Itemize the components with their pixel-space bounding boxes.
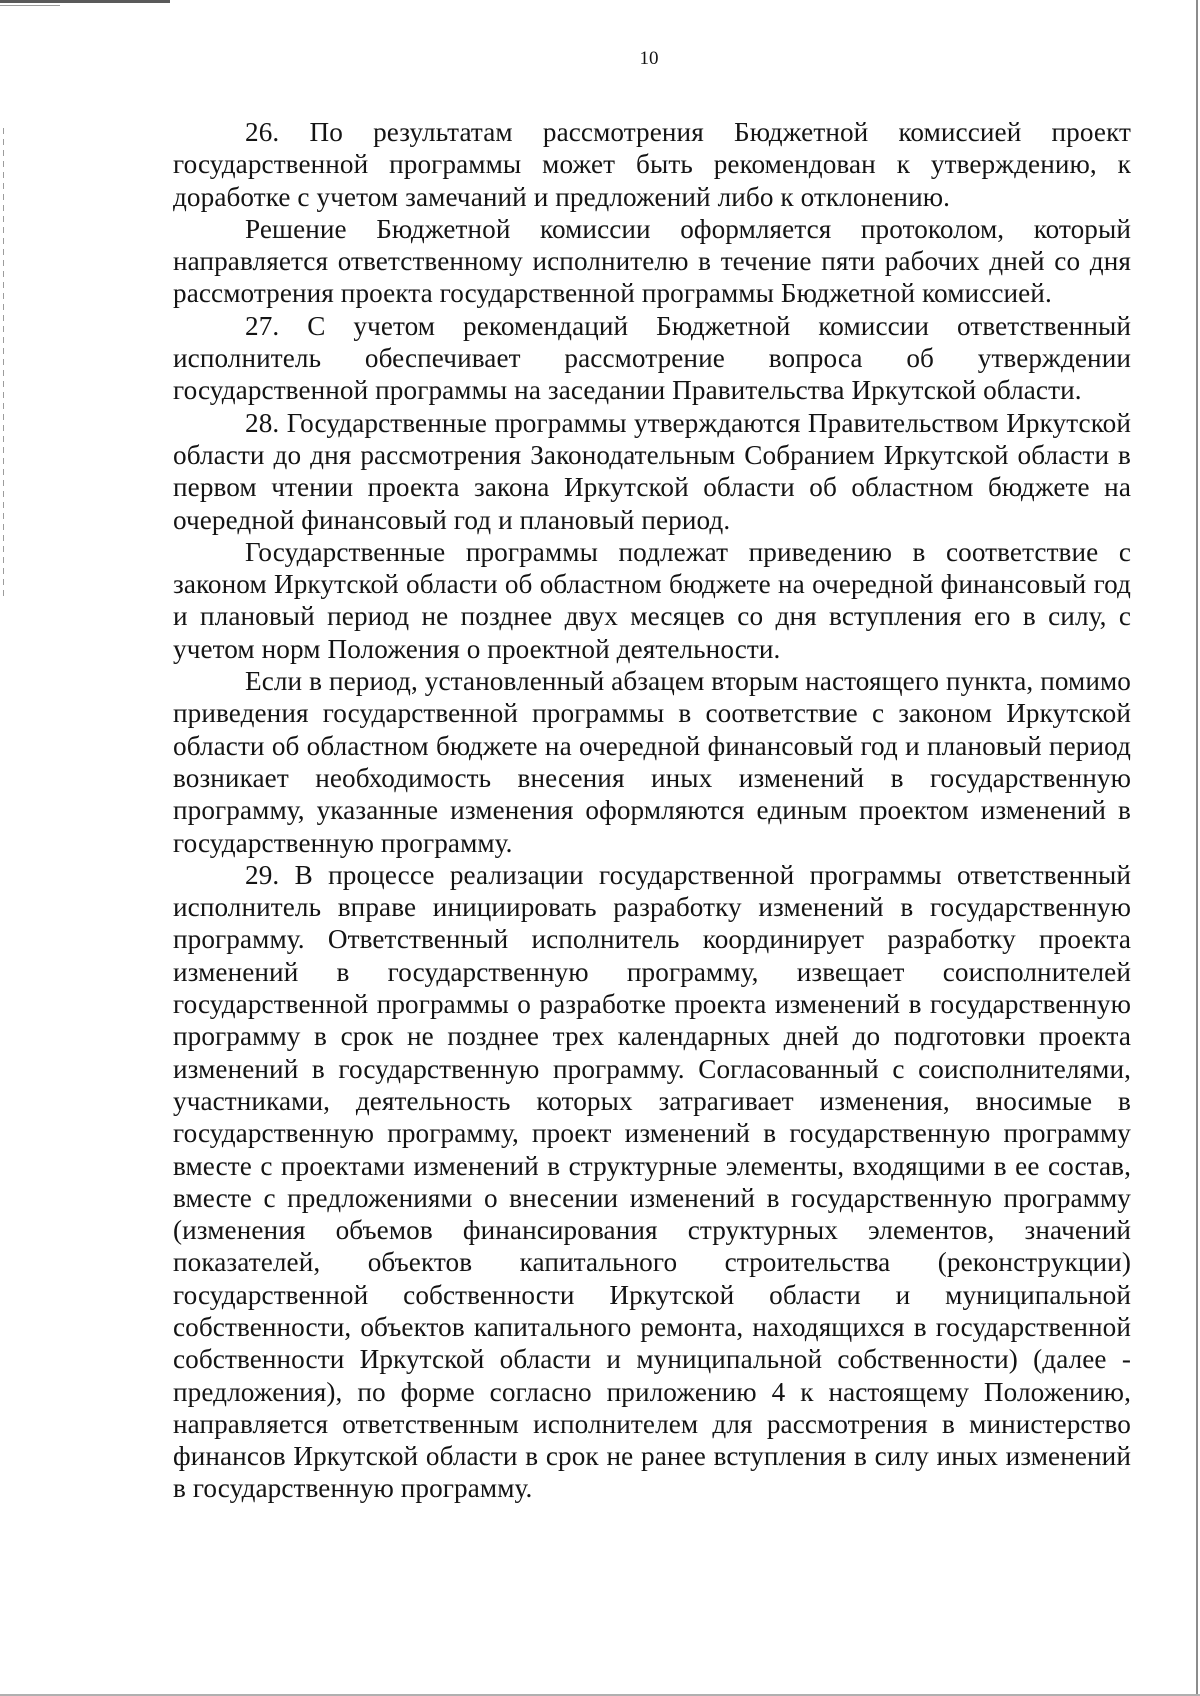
- paragraph-27: 27. С учетом рекомендаций Бюджетной комиссии ответственный исполнитель обеспечивает рассмотрение вопроса об утверждении государственной программы на заседании Правительства Иркутской области.: [173, 310, 1131, 406]
- paragraph-26-decision: Решение Бюджетной комиссии оформляется протоколом, который направляется ответственному исполнителю в течение пяти рабочих дней со дня рассмотрения проекта государственной программы Бюджетной комиссией.: [173, 213, 1131, 309]
- paragraph-28-other-changes: Если в период, установленный абзацем вторым настоящего пункта, помимо приведения государственной программы в соответствие с законом Иркутской области об областном бюджете на очередной финансовый год и плановый период возникает необходимость внесения иных изменений в государственную программу, указанные изменения оформляются единым проектом изменений в государственную программу.: [173, 666, 1131, 858]
- document-body: [173, 116, 1131, 1505]
- paragraph-29: 29. В процессе реализации государственной программы ответственный исполнитель вправе инициировать разработку изменений в государственную программу. Ответственный исполнитель координирует разработку проекта изменений в государственную программу, извещает соисполнителей государственной программы о разработке проекта изменений в государственную программу в срок не позднее трех календарных дней до подготовки проекта изменений в государственную программу. Согласованный с соисполнителями, участниками, деятельность которых затрагивает изменения, вносимые в государственную программу, проект изменений в государственную программу вместе с проектами изменений в структурные элементы, входящими в ее состав, вместе с предложениями о внесении изменений в государственную программу (изменения объемов финансирования структурных элементов, значений показателей, объектов капитального строительства (реконструкции) государственной собственности Иркутской области и муниципальной собственности, объектов капитального ремонта, находящихся в государственной собственности Иркутской области и муниципальной собственности) (далее - предложения), по форме согласно приложению 4 к настоящему Положению, направляется ответственным исполнителем для рассмотрения в министерство финансов Иркутской области в срок не ранее вступления в силу иных изменений в государственную программу.: [173, 859, 1131, 1504]
- scan-edge-line: [1196, 0, 1198, 1696]
- scan-edge-dashes: [3, 128, 4, 598]
- page-number: 10: [639, 48, 659, 69]
- paragraph-26: 26. По результатам рассмотрения Бюджетной комиссией проект государственной программы может быть рекомендован к утверждению, к доработке с учетом замечаний и предложений либо к отклонению.: [173, 117, 1131, 212]
- paragraph-28-compliance: Государственные программы подлежат приведению в соответствие с законом Иркутской области об областном бюджете на очередной финансовый год и плановый период не позднее двух месяцев со дня вступления его в силу, с учетом норм Положения о проектной деятельности.: [173, 536, 1131, 664]
- scan-edge-mark: [0, 5, 60, 6]
- paragraph-28: 28. Государственные программы утверждаются Правительством Иркутской области до дня рассмотрения Законодательным Собранием Иркутской области в первом чтении проекта закона Иркутской области об областном бюджете на очередной финансовый год и плановый период.: [173, 407, 1131, 535]
- scan-edge-mark: [0, 0, 170, 3]
